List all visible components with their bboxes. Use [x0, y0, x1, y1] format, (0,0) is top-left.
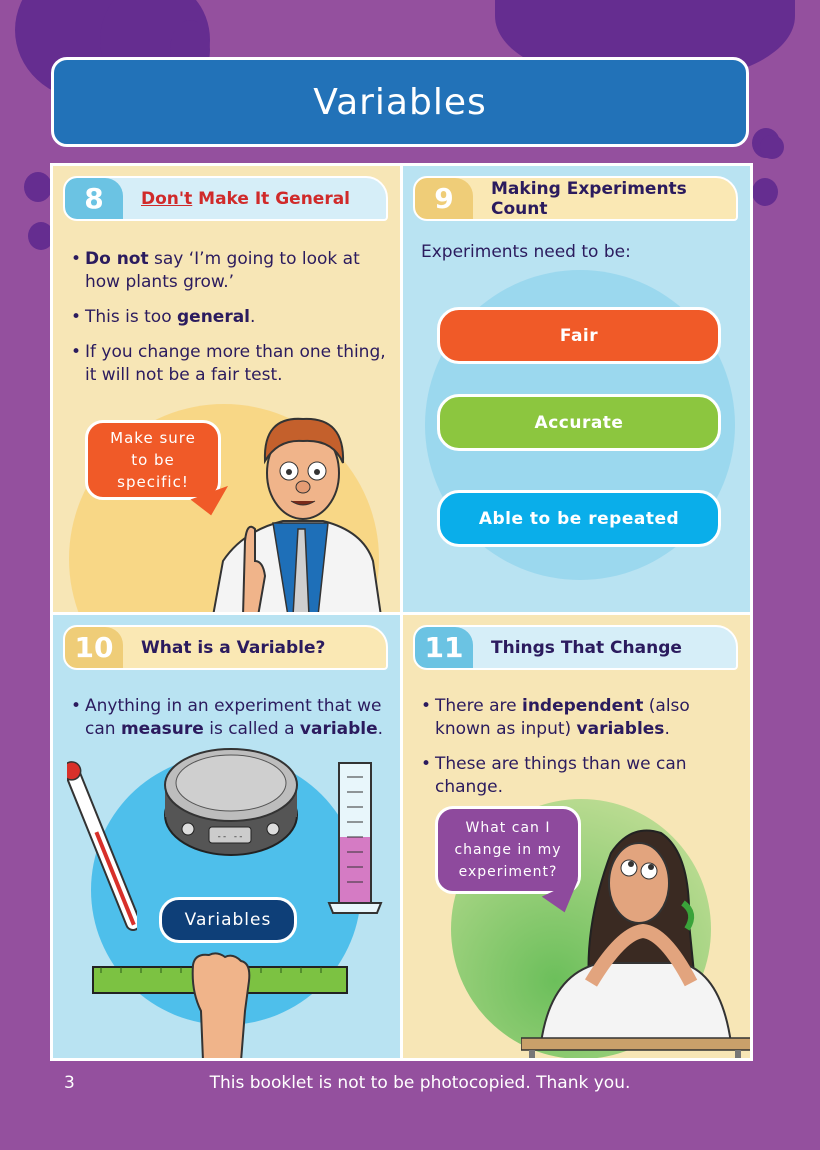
bullet-item: • If you change more than one thing, it will not be a fair test.: [71, 341, 386, 387]
panel-grid: [50, 163, 753, 1061]
panel-number: 8: [65, 178, 123, 219]
panel-10: [53, 615, 400, 1058]
student-illustration: [521, 813, 750, 1058]
panel-header: [413, 625, 738, 670]
panel-number: 9: [415, 178, 473, 219]
decor-blob: [24, 172, 52, 202]
speech-text: Make sure to be specific!: [110, 429, 196, 491]
panel-number: 11: [415, 627, 473, 668]
pill-accurate: Accurate: [437, 394, 721, 451]
bullet-item: • This is too general.: [71, 306, 386, 329]
speech-bubble: [85, 420, 221, 500]
panel-heading: Making Experiments Count: [491, 178, 687, 219]
pill-repeatable: Able to be repeated: [437, 490, 721, 547]
intro-text: Experiments need to be:: [421, 242, 631, 262]
page-title-bar: [51, 57, 749, 147]
panel-header: [63, 625, 388, 670]
panel-number: 10: [65, 627, 123, 668]
page-title: Variables: [313, 81, 487, 123]
panel-heading: [123, 178, 386, 219]
bullet-list: [71, 248, 386, 399]
thermometer-icon: [67, 751, 137, 941]
panel-11: [403, 615, 750, 1058]
bullet-item: • Anything in an experiment that we can measure is called a variable.: [71, 695, 386, 741]
panel-heading: Things That Change: [491, 637, 682, 658]
decor-blob: [760, 135, 784, 159]
svg-text:-- --: -- --: [216, 832, 244, 842]
footer-note: This booklet is not to be photocopied. Thank you.: [209, 1073, 631, 1093]
ruler-hand-illustration: [91, 951, 351, 1058]
bullet-item: • These are things than we can change.: [421, 753, 736, 799]
panel-9: [403, 166, 750, 612]
panel-header: [413, 176, 738, 221]
bullet-list: [421, 695, 736, 811]
heading-emphasis: Don't: [141, 188, 193, 209]
kitchen-scale-icon: [161, 745, 301, 860]
panel-8: [53, 166, 400, 612]
scientist-illustration: [203, 411, 383, 612]
pill-fair: Fair: [437, 307, 721, 364]
bullet-item: • Do not say ‘I’m going to look at how plants grow.’: [71, 248, 386, 294]
speech-text: What can I change in my experiment?: [454, 820, 562, 880]
heading-rest: Make It General: [192, 188, 351, 209]
variables-label: Variables: [159, 897, 297, 943]
measuring-cylinder-icon: [327, 757, 383, 917]
panel-header: [63, 176, 388, 221]
bullet-item: • There are independent (also known as input) variables.: [421, 695, 736, 741]
page-number: 3: [64, 1073, 75, 1093]
panel-heading: What is a Variable?: [141, 637, 326, 658]
decor-blob: [752, 178, 778, 206]
